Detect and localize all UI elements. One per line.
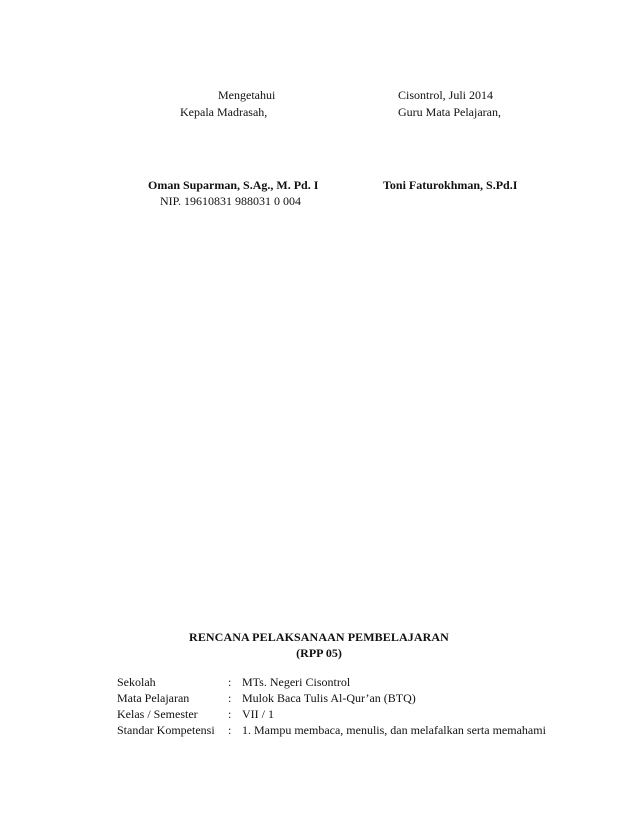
info-value: Mulok Baca Tulis Al-Qur’an (BTQ) (242, 691, 416, 705)
info-label: Mata Pelajaran (117, 691, 190, 705)
document-title: RENCANA PELAKSANAAN PEMBELAJARAN (189, 630, 449, 644)
info-label: Standar Kompetensi (117, 723, 215, 737)
teacher-name: Toni Faturokhman, S.Pd.I (383, 178, 518, 192)
principal-name: Oman Suparman, S.Ag., M. Pd. I (148, 178, 319, 192)
info-row (117, 723, 546, 739)
info-separator: : (228, 675, 232, 689)
principal-title: Kepala Madrasah, (180, 105, 268, 119)
info-value: MTs. Negeri Cisontrol (242, 675, 351, 689)
info-separator: : (228, 707, 232, 721)
info-row (117, 707, 546, 723)
info-label: Kelas / Semester (117, 707, 198, 721)
info-separator: : (228, 691, 232, 705)
principal-nip: NIP. 19610831 988031 0 004 (160, 194, 302, 208)
info-value: VII / 1 (242, 707, 274, 721)
acknowledged-label: Mengetahui (218, 88, 276, 102)
info-row (117, 691, 546, 707)
place-date: Cisontrol, Juli 2014 (398, 88, 494, 102)
document-subtitle: (RPP 05) (296, 646, 342, 660)
info-separator: : (228, 723, 232, 737)
info-label: Sekolah (117, 675, 156, 689)
info-row (117, 675, 546, 691)
teacher-title: Guru Mata Pelajaran, (398, 105, 501, 119)
info-table (117, 675, 546, 739)
info-value: 1. Mampu membaca, menulis, dan melafalkan serta memahami (242, 723, 546, 737)
